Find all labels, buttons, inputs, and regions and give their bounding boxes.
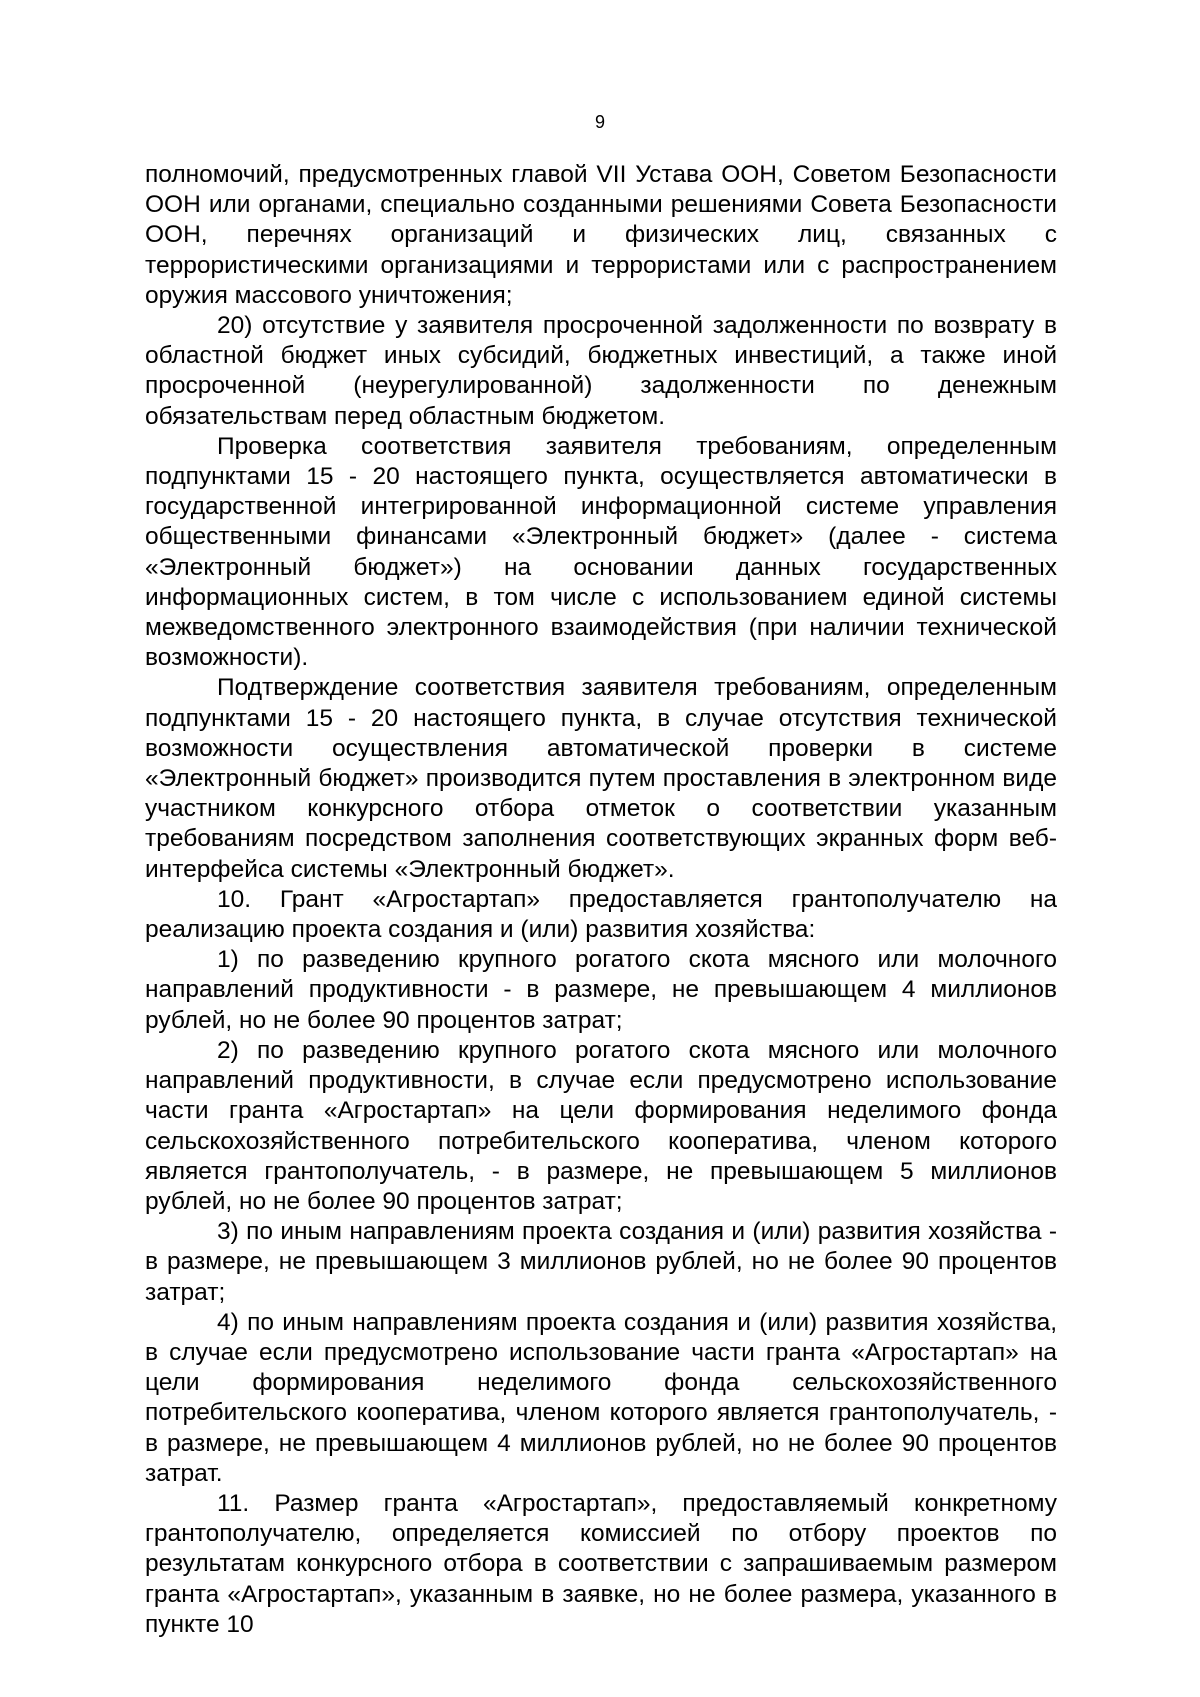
paragraph: 1) по разведению крупного рогатого скота мясного или молочного направлений продуктивности - в размере, не превышающем 4 миллионов рублей, но не более 90 процентов затрат;	[145, 946, 1057, 1034]
page-number: 9	[594, 112, 605, 132]
paragraph: Подтверждение соответствия заявителя требованиям, определенным подпунктами 15 - 20 настоящего пункта, в случае отсутствия технической возможности осуществления автоматической проверки в системе «Электронный бюджет» производится путем проставления в электронном виде участником конкурсного отбора отметок о соответствии указанным требованиям посредством заполнения соответствующих экранных форм веб-интерфейса системы «Электронный бюджет».	[145, 674, 1057, 883]
paragraph: Проверка соответствия заявителя требованиям, определенным подпунктами 15 - 20 настоящего пункта, осуществляется автоматически в государственной интегрированной информационной системе управления общественными финансами «Электронный бюджет» (далее - система «Электронный бюджет») на основании данных государственных информационных систем, в том числе с использованием единой системы межведомственного электронного взаимодействия (при наличии технической возможности).	[145, 432, 1057, 672]
paragraph: 3) по иным направлениям проекта создания и (или) развития хозяйства - в размере, не превышающем 3 миллионов рублей, но не более 90 процентов затрат;	[145, 1218, 1057, 1306]
paragraph: полномочий, предусмотренных главой VII Устава ООН, Советом Безопасности ООН или органами, специально созданными решениями Совета Безопасности ООН, перечнях организаций и физических лиц, связанных с террористическими организациями и террористами или с распространением оружия массового уничтожения;	[145, 161, 1057, 309]
document-body	[145, 160, 1057, 1640]
paragraph: 20) отсутствие у заявителя просроченной задолженности по возврату в областной бюджет иных субсидий, бюджетных инвестиций, а также иной просроченной (неурегулированной) задолженности по денежным обязательствам перед областным бюджетом.	[145, 312, 1057, 430]
paragraph: 11. Размер гранта «Агростартап», предоставляемый конкретному грантополучателю, определяется комиссией по отбору проектов по результатам конкурсного отбора в соответствии с запрашиваемым размером гранта «Агростартап», указанным в заявке, но не более размера, указанного в пункте 10	[145, 1489, 1057, 1638]
paragraph: 10. Грант «Агростартап» предоставляется грантополучателю на реализацию проекта создания и (или) развития хозяйства:	[145, 885, 1057, 944]
paragraph: 2) по разведению крупного рогатого скота мясного или молочного направлений продуктивности, в случае если предусмотрено использование части гранта «Агростартап» на цели формирования неделимого фонда сельскохозяйственного потребительского кооператива, членом которого является грантополучатель, - в размере, не превышающем 5 миллионов рублей, но не более 90 процентов затрат;	[145, 1036, 1057, 1215]
paragraph: 4) по иным направлениям проекта создания и (или) развития хозяйства, в случае если предусмотрено использование части гранта «Агростартап» на цели формирования неделимого фонда сельскохозяйственного потребительского кооператива, членом которого является грантополучатель, - в размере, не превышающем 4 миллионов рублей, но не более 90 процентов затрат.	[145, 1308, 1057, 1487]
